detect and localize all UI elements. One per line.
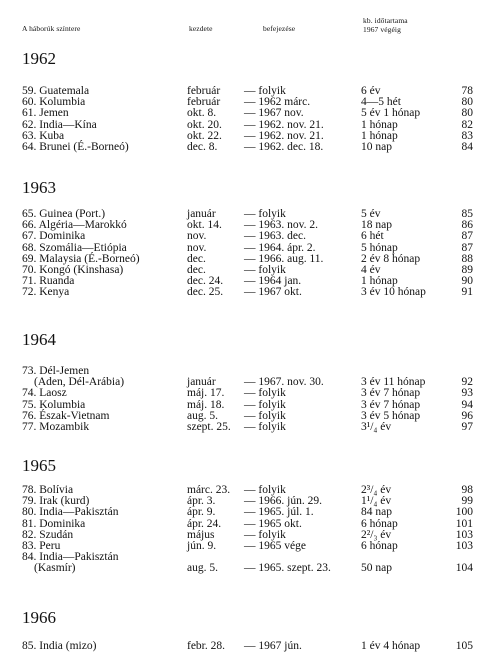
war-entry-row [0, 484, 503, 496]
page-number: 84 [461, 141, 473, 153]
war-duration: 3 év 5 hónap [361, 409, 421, 422]
war-duration: 4 év [361, 264, 381, 276]
page-number: 86 [461, 219, 473, 232]
war-duration: 3 év 11 hónap [361, 376, 426, 389]
war-start-date: dec. 25. [187, 286, 224, 299]
war-location: 71. Ruanda [22, 275, 75, 288]
war-location: 80. India—Pakisztán [22, 506, 119, 519]
war-end-date: — 1964 jan. [244, 275, 302, 288]
page-number: 87 [461, 230, 473, 243]
war-location: 83. Peru [22, 540, 61, 552]
war-start-date: dec. [187, 252, 206, 265]
year-heading: 1966 [22, 608, 56, 627]
page-number: 82 [461, 118, 473, 131]
war-duration: 18 nap [361, 219, 392, 232]
war-end-date: — 1965 okt. [244, 517, 302, 530]
war-start-date: ápr. 9. [187, 506, 216, 519]
war-end-date: — 1966. aug. 11. [244, 252, 324, 265]
war-entry-row [0, 640, 503, 652]
war-duration: 5 év 1 hónap [361, 107, 421, 120]
war-start-date: máj. 18. [187, 398, 225, 411]
war-end-date: — 1962. nov. 21. [244, 129, 324, 142]
war-entry-row [0, 107, 503, 119]
war-start-date: okt. 20. [187, 118, 222, 131]
war-duration: 6 hónap [361, 517, 398, 530]
war-duration: 3 év 10 hónap [361, 286, 426, 299]
page-number: 89 [461, 264, 473, 276]
war-duration: 1¹/₄ év [361, 495, 392, 508]
war-location: 76. Észak-Vietnam [22, 409, 110, 422]
page-number: 91 [461, 286, 473, 299]
war-start-date: dec. 24. [187, 275, 224, 288]
war-duration: 5 év [361, 208, 381, 220]
war-location: 85. India (mizo) [22, 640, 97, 652]
war-location: 78. Bolívia [22, 484, 74, 496]
war-start-date: január [187, 208, 216, 220]
war-duration: 2 év 8 hónap [361, 252, 421, 265]
war-duration: 3 év 7 hónap [361, 398, 421, 411]
war-entry-row [0, 399, 503, 411]
war-end-date: — 1965. júl. 1. [244, 506, 314, 519]
page-number: 101 [455, 517, 473, 530]
page-number: 97 [461, 421, 473, 433]
war-end-date: — 1967 jún. [244, 640, 302, 652]
war-entry-row [0, 529, 503, 541]
page-number: 94 [461, 398, 473, 411]
war-entry-row [0, 85, 503, 97]
page-number: 83 [461, 129, 473, 142]
war-location: 59. Guatemala [22, 85, 90, 97]
war-location: 84. India—Pakisztán [22, 551, 119, 564]
war-location: (Aden, Dél-Arábia) [34, 376, 125, 389]
page-number: 105 [455, 640, 473, 652]
page-number: 103 [455, 540, 473, 552]
war-location: 72. Kenya [22, 286, 70, 299]
war-location: 74. Laosz [22, 387, 67, 400]
year-heading: 1964 [22, 330, 56, 349]
page-number: 104 [455, 562, 473, 575]
war-end-date: — folyik [244, 208, 286, 220]
war-location: 64. Brunei (É.-Borneó) [22, 141, 129, 153]
war-start-date: aug. 5. [187, 409, 218, 422]
war-end-date: — folyik [244, 85, 286, 97]
header-start-column: kezdete [189, 24, 213, 33]
war-start-date: nov. [187, 230, 207, 243]
page-number: 80 [461, 96, 473, 109]
war-entry-row [0, 264, 503, 276]
war-entry-row [0, 141, 503, 153]
war-duration: 1 év 4 hónap [361, 640, 421, 652]
column-header [0, 0, 503, 40]
war-duration: 50 nap [361, 562, 392, 575]
war-entry-row [0, 421, 503, 433]
page-number: 100 [455, 506, 473, 519]
war-location: 81. Dominika [22, 517, 86, 530]
war-duration: 4—5 hét [361, 96, 401, 109]
war-end-date: — folyik [244, 398, 286, 411]
war-entry-row [0, 376, 503, 388]
war-start-date: okt. 14. [187, 219, 222, 232]
war-duration: 3 év 7 hónap [361, 387, 421, 400]
year-heading: 1962 [22, 49, 56, 68]
war-end-date: — 1963. nov. 2. [244, 219, 319, 232]
header-duration-subtitle: 1967 végéig [363, 25, 401, 34]
war-end-date: — 1962. nov. 21. [244, 118, 324, 131]
war-entry-row [0, 551, 503, 563]
page-number: 103 [455, 528, 473, 541]
war-end-date: — folyik [244, 409, 286, 422]
page-number: 93 [461, 387, 473, 400]
war-start-date: febr. 28. [187, 640, 226, 652]
war-end-date: — folyik [244, 421, 286, 433]
header-duration-column: kb. időtartama [363, 16, 408, 25]
war-location: 66. Algéria—Marokkó [22, 219, 127, 232]
war-location: 65. Guinea (Port.) [22, 208, 106, 220]
war-entry-row [0, 562, 503, 574]
war-end-date: — 1963. dec. [244, 230, 306, 243]
war-location: 82. Szudán [22, 528, 74, 541]
war-start-date: aug. 5. [187, 562, 218, 575]
war-start-date: dec. 8. [187, 141, 218, 153]
war-end-date: — folyik [244, 484, 286, 496]
war-duration: 10 nap [361, 141, 392, 153]
war-end-date: — folyik [244, 387, 286, 400]
page-number: 90 [461, 275, 473, 288]
war-duration: 3¹/₄ év [361, 421, 392, 433]
year-heading: 1963 [22, 178, 56, 197]
war-duration: 6 hét [361, 230, 384, 243]
page-number: 98 [461, 484, 473, 496]
page-number: 87 [461, 241, 473, 254]
war-location: 77. Mozambik [22, 421, 90, 433]
war-entry-row [0, 208, 503, 220]
war-entry-row [0, 540, 503, 552]
war-start-date: február [187, 85, 221, 97]
war-start-date: január [187, 376, 216, 389]
war-location: 70. Kongó (Kinshasa) [22, 264, 124, 276]
war-end-date: — 1967. nov. 30. [244, 376, 324, 389]
war-location: 61. Jemen [22, 107, 69, 120]
page-number: 78 [461, 85, 473, 97]
war-start-date: szept. 25. [187, 421, 231, 433]
war-start-date: okt. 8. [187, 107, 217, 120]
year-heading: 1965 [22, 456, 56, 475]
page-number: 92 [461, 376, 473, 389]
war-entry-row [0, 387, 503, 399]
war-location: 63. Kuba [22, 129, 65, 142]
war-duration: 1 hónap [361, 118, 398, 131]
war-start-date: február [187, 96, 221, 109]
war-end-date: — folyik [244, 528, 286, 541]
war-duration: 2²/₃ év [361, 528, 392, 541]
war-end-date: — folyik [244, 264, 286, 276]
war-end-date: — 1965. szept. 23. [244, 562, 331, 575]
war-duration: 5 hónap [361, 241, 398, 254]
war-start-date: márc. 23. [187, 484, 231, 496]
war-start-date: máj. 17. [187, 387, 225, 400]
war-start-date: május [187, 528, 215, 541]
war-start-date: okt. 22. [187, 129, 222, 142]
war-entry-row [0, 410, 503, 422]
war-entry-row [0, 96, 503, 108]
war-location: 62. India—Kína [22, 118, 97, 131]
header-end-column: befejezése [263, 24, 296, 33]
war-end-date: — 1962. dec. 18. [244, 141, 324, 153]
war-end-date: — 1967 okt. [244, 286, 302, 299]
war-duration: 84 nap [361, 506, 392, 519]
war-end-date: — 1967 nov. [244, 107, 304, 120]
war-entry-row [0, 119, 503, 131]
war-entry-row [0, 219, 503, 231]
header-name-column: A háborúk színtere [22, 24, 81, 33]
war-start-date: jún. 9. [187, 540, 217, 552]
war-start-date: ápr. 3. [187, 495, 216, 508]
war-entry-row [0, 242, 503, 254]
war-duration: 1 hónap [361, 129, 398, 142]
war-location: 75. Kolumbia [22, 398, 86, 411]
war-entry-row [0, 130, 503, 142]
war-start-date: ápr. 24. [187, 517, 222, 530]
war-entry-row [0, 286, 503, 298]
page-number: 99 [461, 495, 473, 508]
war-end-date: — 1964. ápr. 2. [244, 241, 316, 254]
war-location: 60. Kolumbia [22, 96, 86, 109]
war-end-date: — 1965 vége [244, 540, 306, 552]
war-end-date: — 1962 márc. [244, 96, 311, 109]
page-number: 88 [461, 252, 473, 265]
war-location: (Kasmír) [34, 562, 76, 575]
page-number: 85 [461, 208, 473, 220]
war-entry-row [0, 275, 503, 287]
war-duration: 6 hónap [361, 540, 398, 552]
war-entry-row [0, 518, 503, 530]
page-number: 96 [461, 409, 473, 422]
war-end-date: — 1966. jún. 29. [244, 495, 322, 508]
war-duration: 1 hónap [361, 275, 398, 288]
war-entry-row [0, 253, 503, 265]
war-start-date: nov. [187, 241, 207, 254]
war-start-date: dec. [187, 264, 206, 276]
war-location: 73. Dél-Jemen [22, 365, 90, 377]
war-duration: 6 év [361, 85, 381, 97]
war-entry-row [0, 230, 503, 242]
war-entry-row [0, 506, 503, 518]
war-location: 67. Dominika [22, 230, 86, 243]
war-location: 68. Szomália—Etiópia [22, 241, 127, 254]
page-number: 80 [461, 107, 473, 120]
war-entry-row [0, 495, 503, 507]
war-duration: 2³/₄ év [361, 484, 392, 496]
war-location: 69. Malaysia (É.-Borneó) [22, 252, 140, 265]
war-location: 79. Irak (kurd) [22, 495, 90, 508]
war-entry-row [0, 365, 503, 377]
